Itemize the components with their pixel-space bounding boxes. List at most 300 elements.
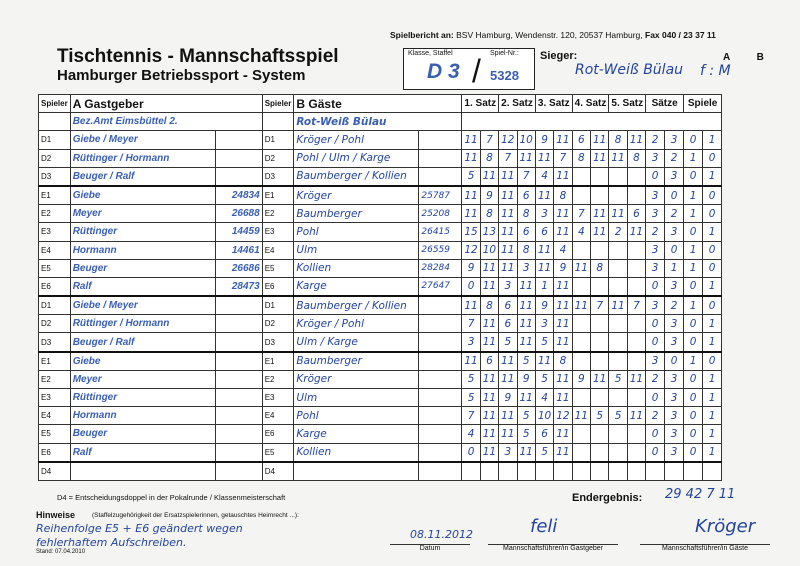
set-score: 6 bbox=[517, 223, 535, 241]
set-score: 11 bbox=[627, 223, 645, 241]
guest-player: Pohl bbox=[294, 407, 419, 425]
set-score: 10 bbox=[480, 241, 498, 259]
saetze-guest: 1 bbox=[665, 259, 684, 277]
home-player: Beuger / Ralf bbox=[70, 333, 215, 352]
set-score bbox=[627, 315, 645, 333]
set-score: 11 bbox=[480, 370, 498, 388]
set-score: 4 bbox=[535, 167, 553, 186]
guest-pass-nr: 26559 bbox=[419, 241, 462, 259]
guest-team: Rot-Weiß Bülau bbox=[294, 113, 462, 131]
set-score bbox=[609, 352, 627, 371]
set-score: 4 bbox=[554, 241, 572, 259]
set-score: 11 bbox=[554, 296, 572, 315]
guest-player: Baumberger bbox=[294, 352, 419, 371]
set-score: 5 bbox=[517, 352, 535, 371]
home-team: Bez.Amt Eimsbüttel 2. bbox=[70, 113, 262, 131]
set-score: 6 bbox=[535, 223, 553, 241]
spieler-col-label-b: Spieler bbox=[262, 95, 294, 113]
home-position: D2 bbox=[39, 149, 71, 167]
set-score bbox=[499, 462, 517, 481]
set-score: 11 bbox=[480, 443, 498, 462]
set-score bbox=[609, 167, 627, 186]
spielnr-value: 5328 bbox=[490, 68, 519, 83]
set-score: 8 bbox=[572, 149, 590, 167]
set-score bbox=[627, 333, 645, 352]
set-score: 11 bbox=[627, 370, 645, 388]
set-score: 11 bbox=[499, 186, 517, 205]
guest-pass-nr bbox=[419, 296, 462, 315]
set-score: 11 bbox=[480, 277, 498, 296]
hinweise-label: Hinweise bbox=[36, 510, 76, 520]
saetze-home: 3 bbox=[646, 186, 665, 205]
guest-player: Baumberger / Kollien bbox=[294, 167, 419, 186]
set-score: 5 bbox=[517, 425, 535, 443]
guest-pass-nr bbox=[419, 167, 462, 186]
table-row bbox=[39, 205, 722, 223]
spiele-home: 1 bbox=[684, 241, 703, 259]
gaeste-label: Gäste bbox=[308, 96, 342, 111]
set-score: 6 bbox=[572, 131, 590, 149]
guest-position: D4 bbox=[262, 462, 294, 481]
set-score bbox=[572, 352, 590, 371]
set-score bbox=[591, 462, 609, 481]
spiele-guest: 1 bbox=[703, 223, 722, 241]
home-pass-nr: 26686 bbox=[215, 259, 262, 277]
spiele-home bbox=[684, 462, 703, 481]
spiele-guest: 1 bbox=[703, 167, 722, 186]
guest-player: Ulm / Karge bbox=[294, 333, 419, 352]
set-score: 11 bbox=[554, 131, 572, 149]
set-score: 4 bbox=[535, 389, 553, 407]
set-score: 11 bbox=[462, 149, 480, 167]
set-score: 5 bbox=[462, 167, 480, 186]
home-signature: feli bbox=[530, 516, 558, 537]
spiele-home: 0 bbox=[684, 407, 703, 425]
set-score: 11 bbox=[499, 407, 517, 425]
set-score: 3 bbox=[462, 333, 480, 352]
satz-4-label: 4. Satz bbox=[572, 95, 609, 113]
spiele-home: 0 bbox=[684, 167, 703, 186]
saetze-home: 2 bbox=[646, 131, 665, 149]
table-row bbox=[39, 149, 722, 167]
set-score bbox=[609, 241, 627, 259]
sieger-label: Sieger: bbox=[540, 50, 578, 62]
set-score: 11 bbox=[609, 205, 627, 223]
guest-position: E6 bbox=[262, 277, 294, 296]
set-score: 5 bbox=[591, 407, 609, 425]
set-score: 8 bbox=[480, 205, 498, 223]
set-score: 11 bbox=[627, 131, 645, 149]
saetze-guest: 2 bbox=[665, 149, 684, 167]
home-player: Meyer bbox=[70, 205, 215, 223]
home-player: Giebe / Meyer bbox=[70, 296, 215, 315]
endergebnis-value: 29 42 7 11 bbox=[665, 487, 736, 502]
guest-position: E4 bbox=[262, 407, 294, 425]
home-position: D1 bbox=[39, 296, 71, 315]
spieler-col-label: Spieler bbox=[39, 95, 71, 113]
spiele-home: 1 bbox=[684, 186, 703, 205]
saetze-guest: 3 bbox=[665, 131, 684, 149]
guest-pass-nr bbox=[419, 407, 462, 425]
set-score: 11 bbox=[572, 259, 590, 277]
set-score bbox=[609, 462, 627, 481]
saetze-home: 3 bbox=[646, 241, 665, 259]
set-score bbox=[572, 315, 590, 333]
hinweise-sub: (Staffelzugehörigkeit der Ersatzspielerinnen, getauschtes Heimrecht ...): bbox=[92, 512, 299, 519]
set-score: 11 bbox=[499, 205, 517, 223]
guest-player: Pohl bbox=[294, 223, 419, 241]
spiele-guest: 1 bbox=[703, 443, 722, 462]
slash-divider: / bbox=[472, 53, 481, 89]
set-score bbox=[591, 315, 609, 333]
home-player: Rüttinger / Hormann bbox=[70, 149, 215, 167]
guest-pass-nr bbox=[419, 425, 462, 443]
set-score: 6 bbox=[499, 296, 517, 315]
spiele-home: 0 bbox=[684, 223, 703, 241]
set-score: 11 bbox=[499, 223, 517, 241]
home-pass-nr: 24834 bbox=[215, 186, 262, 205]
set-score: 3 bbox=[535, 315, 553, 333]
set-score: 6 bbox=[480, 352, 498, 371]
table-row bbox=[39, 407, 722, 425]
set-score: 0 bbox=[462, 443, 480, 462]
klasse-label: Klasse, Staffel bbox=[408, 50, 453, 57]
home-player: Giebe bbox=[70, 352, 215, 371]
guest-position: E1 bbox=[262, 186, 294, 205]
satz-2-label: 2. Satz bbox=[499, 95, 536, 113]
saetze-home: 0 bbox=[646, 167, 665, 186]
table-row bbox=[39, 277, 722, 296]
guest-pass-nr bbox=[419, 333, 462, 352]
set-score: 9 bbox=[517, 370, 535, 388]
set-score: 3 bbox=[535, 205, 553, 223]
gastgeber-label: Gastgeber bbox=[84, 96, 144, 111]
home-pass-nr: 28473 bbox=[215, 277, 262, 296]
set-score bbox=[609, 443, 627, 462]
set-score: 11 bbox=[462, 131, 480, 149]
set-score bbox=[627, 443, 645, 462]
set-score bbox=[627, 277, 645, 296]
saetze-home: 0 bbox=[646, 315, 665, 333]
guest-position: E3 bbox=[262, 223, 294, 241]
set-score: 11 bbox=[554, 333, 572, 352]
set-score: 11 bbox=[480, 425, 498, 443]
set-score bbox=[480, 462, 498, 481]
table-row bbox=[39, 352, 722, 371]
home-pass-nr bbox=[215, 333, 262, 352]
set-score: 6 bbox=[535, 425, 553, 443]
set-score bbox=[591, 352, 609, 371]
set-score: 11 bbox=[572, 407, 590, 425]
saetze-home: 0 bbox=[646, 333, 665, 352]
home-pass-nr bbox=[215, 425, 262, 443]
spiele-home: 1 bbox=[684, 149, 703, 167]
guest-player: Pohl / Ulm / Karge bbox=[294, 149, 419, 167]
guest-player: Ulm bbox=[294, 241, 419, 259]
set-score: 12 bbox=[462, 241, 480, 259]
set-score bbox=[462, 462, 480, 481]
set-score: 11 bbox=[535, 149, 553, 167]
set-score: 12 bbox=[554, 407, 572, 425]
set-score: 11 bbox=[554, 389, 572, 407]
guest-position: D1 bbox=[262, 131, 294, 149]
home-pass-nr bbox=[215, 131, 262, 149]
sieger-mark: f : M bbox=[700, 63, 731, 79]
set-score: 11 bbox=[554, 223, 572, 241]
table-row bbox=[39, 223, 722, 241]
set-score bbox=[572, 333, 590, 352]
set-score bbox=[591, 425, 609, 443]
guest-signature: Kröger bbox=[695, 516, 756, 537]
spiele-home: 0 bbox=[684, 389, 703, 407]
saetze-home: 0 bbox=[646, 389, 665, 407]
set-score: 11 bbox=[517, 315, 535, 333]
guest-position: E2 bbox=[262, 205, 294, 223]
set-score: 9 bbox=[535, 131, 553, 149]
set-score bbox=[591, 277, 609, 296]
saetze-guest: 0 bbox=[665, 186, 684, 205]
spiele-label: Spiele bbox=[684, 95, 722, 113]
home-position: E6 bbox=[39, 443, 71, 462]
set-score: 11 bbox=[591, 131, 609, 149]
spiele-home: 1 bbox=[684, 259, 703, 277]
saetze-guest: 3 bbox=[665, 370, 684, 388]
ab-label: A B bbox=[723, 52, 776, 63]
set-score: 11 bbox=[554, 370, 572, 388]
set-score: 11 bbox=[535, 352, 553, 371]
set-score bbox=[572, 443, 590, 462]
home-position: D2 bbox=[39, 315, 71, 333]
col-a: A bbox=[72, 96, 81, 111]
saetze-home: 3 bbox=[646, 205, 665, 223]
spiele-home: 0 bbox=[684, 443, 703, 462]
spiele-home: 1 bbox=[684, 352, 703, 371]
home-position: E1 bbox=[39, 186, 71, 205]
set-score bbox=[627, 462, 645, 481]
set-score: 5 bbox=[462, 389, 480, 407]
guest-player: Kollien bbox=[294, 443, 419, 462]
set-score: 11 bbox=[462, 296, 480, 315]
set-score: 11 bbox=[499, 167, 517, 186]
set-score: 11 bbox=[554, 205, 572, 223]
set-score bbox=[609, 315, 627, 333]
guest-player: Kollien bbox=[294, 259, 419, 277]
set-score: 11 bbox=[517, 296, 535, 315]
home-position: E2 bbox=[39, 205, 71, 223]
set-score bbox=[572, 462, 590, 481]
set-score bbox=[572, 425, 590, 443]
home-player: Rüttinger bbox=[70, 223, 215, 241]
set-score bbox=[609, 425, 627, 443]
home-pass-nr bbox=[215, 296, 262, 315]
set-score: 13 bbox=[480, 223, 498, 241]
set-score: 6 bbox=[517, 186, 535, 205]
guest-position: E1 bbox=[262, 352, 294, 371]
form-title: Tischtennis - Mannschaftsspiel bbox=[57, 46, 339, 67]
saetze-guest: 3 bbox=[665, 315, 684, 333]
set-score: 5 bbox=[517, 407, 535, 425]
set-score: 11 bbox=[609, 296, 627, 315]
guest-captain-label: Mannschaftsführer/in Gäste bbox=[640, 544, 770, 552]
saetze-guest: 3 bbox=[665, 389, 684, 407]
set-score: 5 bbox=[535, 370, 553, 388]
set-score: 11 bbox=[517, 149, 535, 167]
home-position: E4 bbox=[39, 407, 71, 425]
spiele-guest: 0 bbox=[703, 205, 722, 223]
saetze-home: 3 bbox=[646, 149, 665, 167]
set-score: 11 bbox=[499, 425, 517, 443]
set-score: 11 bbox=[591, 223, 609, 241]
home-position: E1 bbox=[39, 352, 71, 371]
home-pass-nr bbox=[215, 462, 262, 481]
saetze-guest: 3 bbox=[665, 223, 684, 241]
satz-3-label: 3. Satz bbox=[535, 95, 572, 113]
hinweise-text: Reihenfolge E5 + E6 geändert wegen fehlerhaftem Aufschreiben. bbox=[36, 522, 243, 549]
set-score: 6 bbox=[499, 315, 517, 333]
saetze-guest: 3 bbox=[665, 443, 684, 462]
set-score: 12 bbox=[499, 131, 517, 149]
set-score: 11 bbox=[535, 259, 553, 277]
home-player: Ralf bbox=[70, 443, 215, 462]
set-score: 8 bbox=[591, 259, 609, 277]
spiele-guest: 1 bbox=[703, 131, 722, 149]
set-score: 11 bbox=[554, 425, 572, 443]
set-score: 9 bbox=[480, 186, 498, 205]
set-score bbox=[627, 186, 645, 205]
set-score bbox=[591, 443, 609, 462]
spiele-guest: 1 bbox=[703, 389, 722, 407]
set-score bbox=[591, 241, 609, 259]
datum-label: Datum bbox=[390, 544, 470, 552]
guest-player: Kröger bbox=[294, 186, 419, 205]
set-score: 11 bbox=[499, 259, 517, 277]
set-score bbox=[572, 167, 590, 186]
set-score: 1 bbox=[535, 277, 553, 296]
stand-label: Stand: 07.04.2010 bbox=[36, 549, 86, 555]
klasse-value: D 3 bbox=[427, 60, 460, 83]
set-score bbox=[591, 186, 609, 205]
guest-pass-nr bbox=[419, 352, 462, 371]
set-score: 8 bbox=[480, 149, 498, 167]
saetze-guest: 0 bbox=[665, 352, 684, 371]
spiele-home: 0 bbox=[684, 131, 703, 149]
set-score: 11 bbox=[462, 186, 480, 205]
table-row bbox=[39, 186, 722, 205]
set-score: 8 bbox=[627, 149, 645, 167]
spielnr-label: Spiel-Nr.: bbox=[490, 50, 519, 57]
endergebnis-label: Endergebnis: bbox=[572, 492, 643, 504]
set-score: 9 bbox=[499, 389, 517, 407]
set-score: 11 bbox=[462, 205, 480, 223]
home-position: E3 bbox=[39, 389, 71, 407]
guest-player: Baumberger / Kollien bbox=[294, 296, 419, 315]
guest-pass-nr bbox=[419, 462, 462, 481]
saetze-home: 0 bbox=[646, 443, 665, 462]
set-score bbox=[591, 167, 609, 186]
set-score: 11 bbox=[480, 259, 498, 277]
table-row bbox=[39, 462, 722, 481]
guest-position: E5 bbox=[262, 443, 294, 462]
guest-player bbox=[294, 462, 419, 481]
set-score bbox=[591, 333, 609, 352]
saetze-guest: 3 bbox=[665, 407, 684, 425]
datum-value: 08.11.2012 bbox=[410, 528, 473, 541]
footnote: D4 = Entscheidungsdoppel in der Pokalrunde / Klassenmeisterschaft bbox=[57, 493, 286, 502]
home-player: Hormann bbox=[70, 241, 215, 259]
table-row bbox=[39, 259, 722, 277]
table-header-row bbox=[39, 95, 722, 113]
team-row bbox=[39, 113, 722, 131]
set-score: 0 bbox=[462, 277, 480, 296]
home-player: Hormann bbox=[70, 407, 215, 425]
guest-pass-nr bbox=[419, 370, 462, 388]
set-score bbox=[609, 333, 627, 352]
saetze-guest bbox=[665, 462, 684, 481]
set-score: 11 bbox=[480, 315, 498, 333]
home-player: Giebe bbox=[70, 186, 215, 205]
set-score: 11 bbox=[480, 389, 498, 407]
saetze-home: 2 bbox=[646, 407, 665, 425]
saetze-guest: 0 bbox=[665, 241, 684, 259]
table-row bbox=[39, 167, 722, 186]
set-score: 11 bbox=[591, 205, 609, 223]
guest-position: D3 bbox=[262, 167, 294, 186]
set-score: 11 bbox=[499, 241, 517, 259]
home-pass-nr bbox=[215, 407, 262, 425]
col-b: B bbox=[296, 96, 306, 111]
saetze-guest: 3 bbox=[665, 167, 684, 186]
set-score: 3 bbox=[499, 443, 517, 462]
guest-pass-nr bbox=[419, 389, 462, 407]
set-score: 11 bbox=[517, 443, 535, 462]
set-score: 7 bbox=[517, 167, 535, 186]
set-score bbox=[627, 352, 645, 371]
guest-position: D2 bbox=[262, 149, 294, 167]
home-position: E5 bbox=[39, 259, 71, 277]
set-score: 7 bbox=[499, 149, 517, 167]
set-score: 8 bbox=[554, 186, 572, 205]
satz-1-label: 1. Satz bbox=[462, 95, 499, 113]
set-score bbox=[627, 425, 645, 443]
guest-position: E2 bbox=[262, 370, 294, 388]
home-position: D1 bbox=[39, 131, 71, 149]
spiele-guest: 1 bbox=[703, 425, 722, 443]
set-score bbox=[627, 167, 645, 186]
set-score bbox=[517, 462, 535, 481]
set-score bbox=[591, 389, 609, 407]
saetze-home: 3 bbox=[646, 259, 665, 277]
set-score: 7 bbox=[572, 205, 590, 223]
set-score: 11 bbox=[480, 333, 498, 352]
home-player bbox=[70, 462, 215, 481]
home-pass-nr: 14459 bbox=[215, 223, 262, 241]
set-score: 15 bbox=[462, 223, 480, 241]
saetze-home bbox=[646, 462, 665, 481]
spiele-guest: 1 bbox=[703, 407, 722, 425]
set-score bbox=[627, 259, 645, 277]
spiele-guest: 0 bbox=[703, 296, 722, 315]
set-score: 10 bbox=[517, 131, 535, 149]
spiele-guest: 1 bbox=[703, 333, 722, 352]
set-score bbox=[572, 277, 590, 296]
saetze-home: 0 bbox=[646, 425, 665, 443]
table-row bbox=[39, 315, 722, 333]
saetze-guest: 3 bbox=[665, 425, 684, 443]
guest-position: E3 bbox=[262, 389, 294, 407]
table-row bbox=[39, 131, 722, 149]
table-row bbox=[39, 425, 722, 443]
spiele-guest: 1 bbox=[703, 370, 722, 388]
